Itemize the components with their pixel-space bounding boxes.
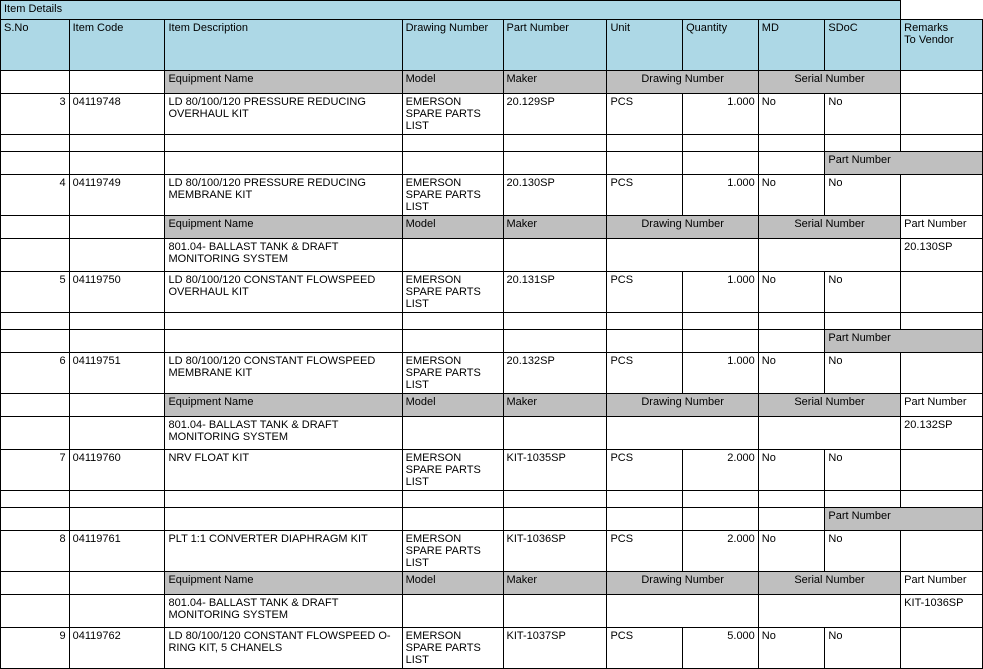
cell-maker	[503, 417, 607, 450]
cell-drawing-number	[607, 595, 758, 628]
spacer-cell	[1, 135, 70, 152]
cell-item-description: NRV FLOAT KIT	[165, 450, 402, 491]
spacer-cell	[69, 417, 165, 450]
cell-item-description: LD 80/100/120 CONSTANT FLOWSPEED OVERHAUL KIT	[165, 272, 402, 313]
part-number-label: Part Number	[825, 330, 983, 353]
spacer-cell	[901, 491, 983, 508]
table-row	[1, 531, 983, 572]
equipment-name-label: Equipment Name	[165, 394, 402, 417]
spacer-cell	[758, 152, 825, 175]
cell-part-number: KIT-1036SP	[503, 531, 607, 572]
model-label: Model	[402, 71, 503, 94]
spacer-row	[1, 135, 983, 152]
spacer-cell	[607, 330, 683, 353]
header-remarks-line1: Remarks	[904, 22, 949, 34]
maker-label: Maker	[503, 71, 607, 94]
cell-drawing-number: EMERSON SPARE PARTS LIST	[402, 94, 503, 135]
spacer-cell	[402, 152, 503, 175]
header-sno: S.No	[1, 20, 70, 71]
cell-sno	[1, 71, 70, 94]
cell-drawing-number	[607, 239, 758, 272]
equipment-header-row	[1, 216, 983, 239]
cell-maker	[503, 239, 607, 272]
spacer-cell	[503, 491, 607, 508]
spacer-cell	[402, 508, 503, 531]
spacer-row	[1, 313, 983, 330]
part-number-label: Part Number	[825, 508, 983, 531]
drawing-number-label: Drawing Number	[607, 572, 758, 595]
spacer-cell	[503, 152, 607, 175]
cell-remarks	[901, 531, 983, 572]
cell-quantity: 1.000	[683, 175, 759, 216]
spacer-cell	[165, 330, 402, 353]
cell-sdoc: No	[825, 450, 901, 491]
cell-unit: PCS	[607, 531, 683, 572]
spacer-cell	[69, 216, 165, 239]
cell-sdoc: No	[825, 272, 901, 313]
spacer-row	[1, 491, 983, 508]
cell-part-number: KIT-1036SP	[901, 595, 983, 628]
spacer-cell	[69, 239, 165, 272]
spacer-cell	[683, 313, 759, 330]
maker-label: Maker	[503, 394, 607, 417]
spacer-cell	[607, 313, 683, 330]
cell-remarks	[901, 628, 983, 669]
spacer-cell	[1, 417, 70, 450]
cell-serial-number	[758, 417, 900, 450]
cell-item-description: LD 80/100/120 PRESSURE REDUCING OVERHAUL KIT	[165, 94, 402, 135]
spacer-cell	[165, 508, 402, 531]
equipment-name-label: Equipment Name	[165, 71, 402, 94]
cell-part-number: KIT-1035SP	[503, 450, 607, 491]
spacer-cell	[1, 216, 70, 239]
cell-item-code: 04119751	[69, 353, 165, 394]
part-number-label: Part Number	[901, 216, 983, 239]
serial-number-label: Serial Number	[758, 572, 900, 595]
spacer-cell	[165, 135, 402, 152]
cell-model	[402, 239, 503, 272]
spacer-cell	[69, 330, 165, 353]
part-number-label: Part Number	[901, 394, 983, 417]
cell-remarks	[901, 94, 983, 135]
cell-equipment-name: 801.04- BALLAST TANK & DRAFT MONITORING SYSTEM	[165, 417, 402, 450]
cell-unit: PCS	[607, 272, 683, 313]
spacer-cell	[1, 572, 70, 595]
spacer-cell	[758, 491, 825, 508]
cell-md: No	[758, 353, 825, 394]
cell-sno: 7	[1, 450, 70, 491]
cell-md: No	[758, 531, 825, 572]
spacer-cell	[165, 152, 402, 175]
table-body	[1, 1, 983, 669]
column-header-row	[1, 20, 983, 71]
cell-model	[402, 417, 503, 450]
cell-part-number: 20.132SP	[503, 353, 607, 394]
cell-model	[402, 595, 503, 628]
spacer-cell	[758, 508, 825, 531]
spacer-cell	[503, 313, 607, 330]
header-item-description: Item Description	[165, 20, 402, 71]
part-number-label-row	[1, 508, 983, 531]
cell-sno: 4	[1, 175, 70, 216]
cell-unit: PCS	[607, 94, 683, 135]
cell-sno: 3	[1, 94, 70, 135]
spacer-cell	[825, 135, 901, 152]
cell-part-number: 20.130SP	[901, 239, 983, 272]
cell-item-code	[69, 71, 165, 94]
cell-remarks	[901, 353, 983, 394]
cell-drawing-number: EMERSON SPARE PARTS LIST	[402, 175, 503, 216]
cell-item-code: 04119750	[69, 272, 165, 313]
header-drawing-number: Drawing Number	[402, 20, 503, 71]
cell-quantity: 1.000	[683, 272, 759, 313]
spacer-cell	[503, 330, 607, 353]
cell-item-code: 04119749	[69, 175, 165, 216]
spacer-cell	[758, 313, 825, 330]
header-quantity: Quantity	[683, 20, 759, 71]
equipment-value-row	[1, 595, 983, 628]
spacer-cell	[165, 491, 402, 508]
spacer-cell	[1, 595, 70, 628]
spacer-cell	[901, 313, 983, 330]
cell-item-code: 04119761	[69, 531, 165, 572]
spacer-cell	[402, 491, 503, 508]
spacer-cell	[1, 313, 70, 330]
cell-sdoc: No	[825, 175, 901, 216]
header-unit: Unit	[607, 20, 683, 71]
drawing-number-label: Drawing Number	[607, 394, 758, 417]
cell-item-code: 04119760	[69, 450, 165, 491]
cell-item-code: 04119762	[69, 628, 165, 669]
equipment-header-row	[1, 71, 983, 94]
cell-sno: 6	[1, 353, 70, 394]
spacer-cell	[69, 152, 165, 175]
part-number-label	[901, 71, 983, 94]
cell-quantity: 2.000	[683, 450, 759, 491]
cell-md: No	[758, 175, 825, 216]
cell-quantity: 1.000	[683, 353, 759, 394]
spacer-cell	[825, 491, 901, 508]
cell-sdoc: No	[825, 531, 901, 572]
cell-sno: 8	[1, 531, 70, 572]
table-row	[1, 353, 983, 394]
cell-quantity: 5.000	[683, 628, 759, 669]
spacer-cell	[1, 394, 70, 417]
cell-item-description: LD 80/100/120 CONSTANT FLOWSPEED O-RING KIT, 5 CHANELS	[165, 628, 402, 669]
serial-number-label: Serial Number	[758, 71, 900, 94]
spacer-cell	[402, 330, 503, 353]
cell-drawing-number	[607, 417, 758, 450]
spacer-cell	[607, 491, 683, 508]
drawing-number-label: Drawing Number	[607, 71, 758, 94]
equipment-header-row	[1, 394, 983, 417]
header-md: MD	[758, 20, 825, 71]
cell-md: No	[758, 628, 825, 669]
model-label: Model	[402, 572, 503, 595]
cell-remarks	[901, 272, 983, 313]
spacer-cell	[1, 491, 70, 508]
cell-unit: PCS	[607, 628, 683, 669]
spacer-cell	[402, 135, 503, 152]
spacer-cell	[69, 508, 165, 531]
cell-md: No	[758, 272, 825, 313]
spacer-cell	[1, 239, 70, 272]
cell-sdoc: No	[825, 628, 901, 669]
model-label: Model	[402, 394, 503, 417]
table-row	[1, 450, 983, 491]
serial-number-label: Serial Number	[758, 394, 900, 417]
spacer-cell	[69, 491, 165, 508]
header-item-code: Item Code	[69, 20, 165, 71]
cell-quantity: 2.000	[683, 531, 759, 572]
cell-serial-number	[758, 239, 900, 272]
cell-drawing-number: EMERSON SPARE PARTS LIST	[402, 531, 503, 572]
spacer-cell	[758, 135, 825, 152]
maker-label: Maker	[503, 572, 607, 595]
spacer-cell	[1, 152, 70, 175]
title-row	[1, 1, 983, 20]
header-sdoc: SDoC	[825, 20, 901, 71]
part-number-label: Part Number	[825, 152, 983, 175]
cell-part-number: KIT-1037SP	[503, 628, 607, 669]
part-number-label: Part Number	[901, 572, 983, 595]
spacer-cell	[683, 135, 759, 152]
equipment-value-row	[1, 239, 983, 272]
spacer-cell	[165, 313, 402, 330]
cell-quantity: 1.000	[683, 94, 759, 135]
table-row	[1, 94, 983, 135]
part-number-label-row	[1, 330, 983, 353]
spacer-cell	[825, 313, 901, 330]
model-label: Model	[402, 216, 503, 239]
equipment-name-label: Equipment Name	[165, 572, 402, 595]
cell-equipment-name: 801.04- BALLAST TANK & DRAFT MONITORING SYSTEM	[165, 595, 402, 628]
spacer-cell	[758, 330, 825, 353]
spacer-cell	[683, 152, 759, 175]
cell-drawing-number: EMERSON SPARE PARTS LIST	[402, 628, 503, 669]
cell-remarks	[901, 450, 983, 491]
cell-item-code: 04119748	[69, 94, 165, 135]
document-title: Item Details	[1, 1, 901, 20]
cell-drawing-number: EMERSON SPARE PARTS LIST	[402, 272, 503, 313]
spacer-cell	[607, 508, 683, 531]
cell-part-number: 20.129SP	[503, 94, 607, 135]
cell-part-number: 20.132SP	[901, 417, 983, 450]
title-filler	[901, 1, 983, 20]
cell-unit: PCS	[607, 450, 683, 491]
spacer-cell	[607, 135, 683, 152]
spacer-cell	[402, 313, 503, 330]
cell-item-description: LD 80/100/120 CONSTANT FLOWSPEED MEMBRANE KIT	[165, 353, 402, 394]
cell-unit: PCS	[607, 353, 683, 394]
equipment-header-row	[1, 572, 983, 595]
table-row	[1, 272, 983, 313]
cell-md: No	[758, 94, 825, 135]
cell-part-number: 20.131SP	[503, 272, 607, 313]
spacer-cell	[1, 330, 70, 353]
header-part-number: Part Number	[503, 20, 607, 71]
header-remarks	[901, 20, 983, 71]
cell-part-number: 20.130SP	[503, 175, 607, 216]
cell-unit: PCS	[607, 175, 683, 216]
spacer-cell	[607, 152, 683, 175]
cell-remarks	[901, 175, 983, 216]
spacer-cell	[683, 491, 759, 508]
equipment-name-label: Equipment Name	[165, 216, 402, 239]
serial-number-label: Serial Number	[758, 216, 900, 239]
cell-drawing-number: EMERSON SPARE PARTS LIST	[402, 450, 503, 491]
maker-label: Maker	[503, 216, 607, 239]
cell-serial-number	[758, 595, 900, 628]
cell-md: No	[758, 450, 825, 491]
table-row	[1, 628, 983, 669]
spacer-cell	[503, 508, 607, 531]
equipment-value-row	[1, 417, 983, 450]
cell-sno: 9	[1, 628, 70, 669]
spacer-cell	[69, 572, 165, 595]
part-number-label-row	[1, 152, 983, 175]
cell-sdoc: No	[825, 94, 901, 135]
drawing-number-label: Drawing Number	[607, 216, 758, 239]
spacer-cell	[683, 330, 759, 353]
cell-equipment-name: 801.04- BALLAST TANK & DRAFT MONITORING SYSTEM	[165, 239, 402, 272]
spacer-cell	[69, 313, 165, 330]
cell-maker	[503, 595, 607, 628]
cell-drawing-number: EMERSON SPARE PARTS LIST	[402, 353, 503, 394]
cell-sno: 5	[1, 272, 70, 313]
cell-sdoc: No	[825, 353, 901, 394]
cell-item-description: PLT 1:1 CONVERTER DIAPHRAGM KIT	[165, 531, 402, 572]
spacer-cell	[683, 508, 759, 531]
spacer-cell	[901, 135, 983, 152]
header-remarks-line2: To Vendor	[904, 34, 954, 46]
spacer-cell	[69, 595, 165, 628]
spacer-cell	[503, 135, 607, 152]
cell-item-description: LD 80/100/120 PRESSURE REDUCING MEMBRANE KIT	[165, 175, 402, 216]
spacer-cell	[69, 135, 165, 152]
table-row	[1, 175, 983, 216]
spacer-cell	[1, 508, 70, 531]
spacer-cell	[69, 394, 165, 417]
